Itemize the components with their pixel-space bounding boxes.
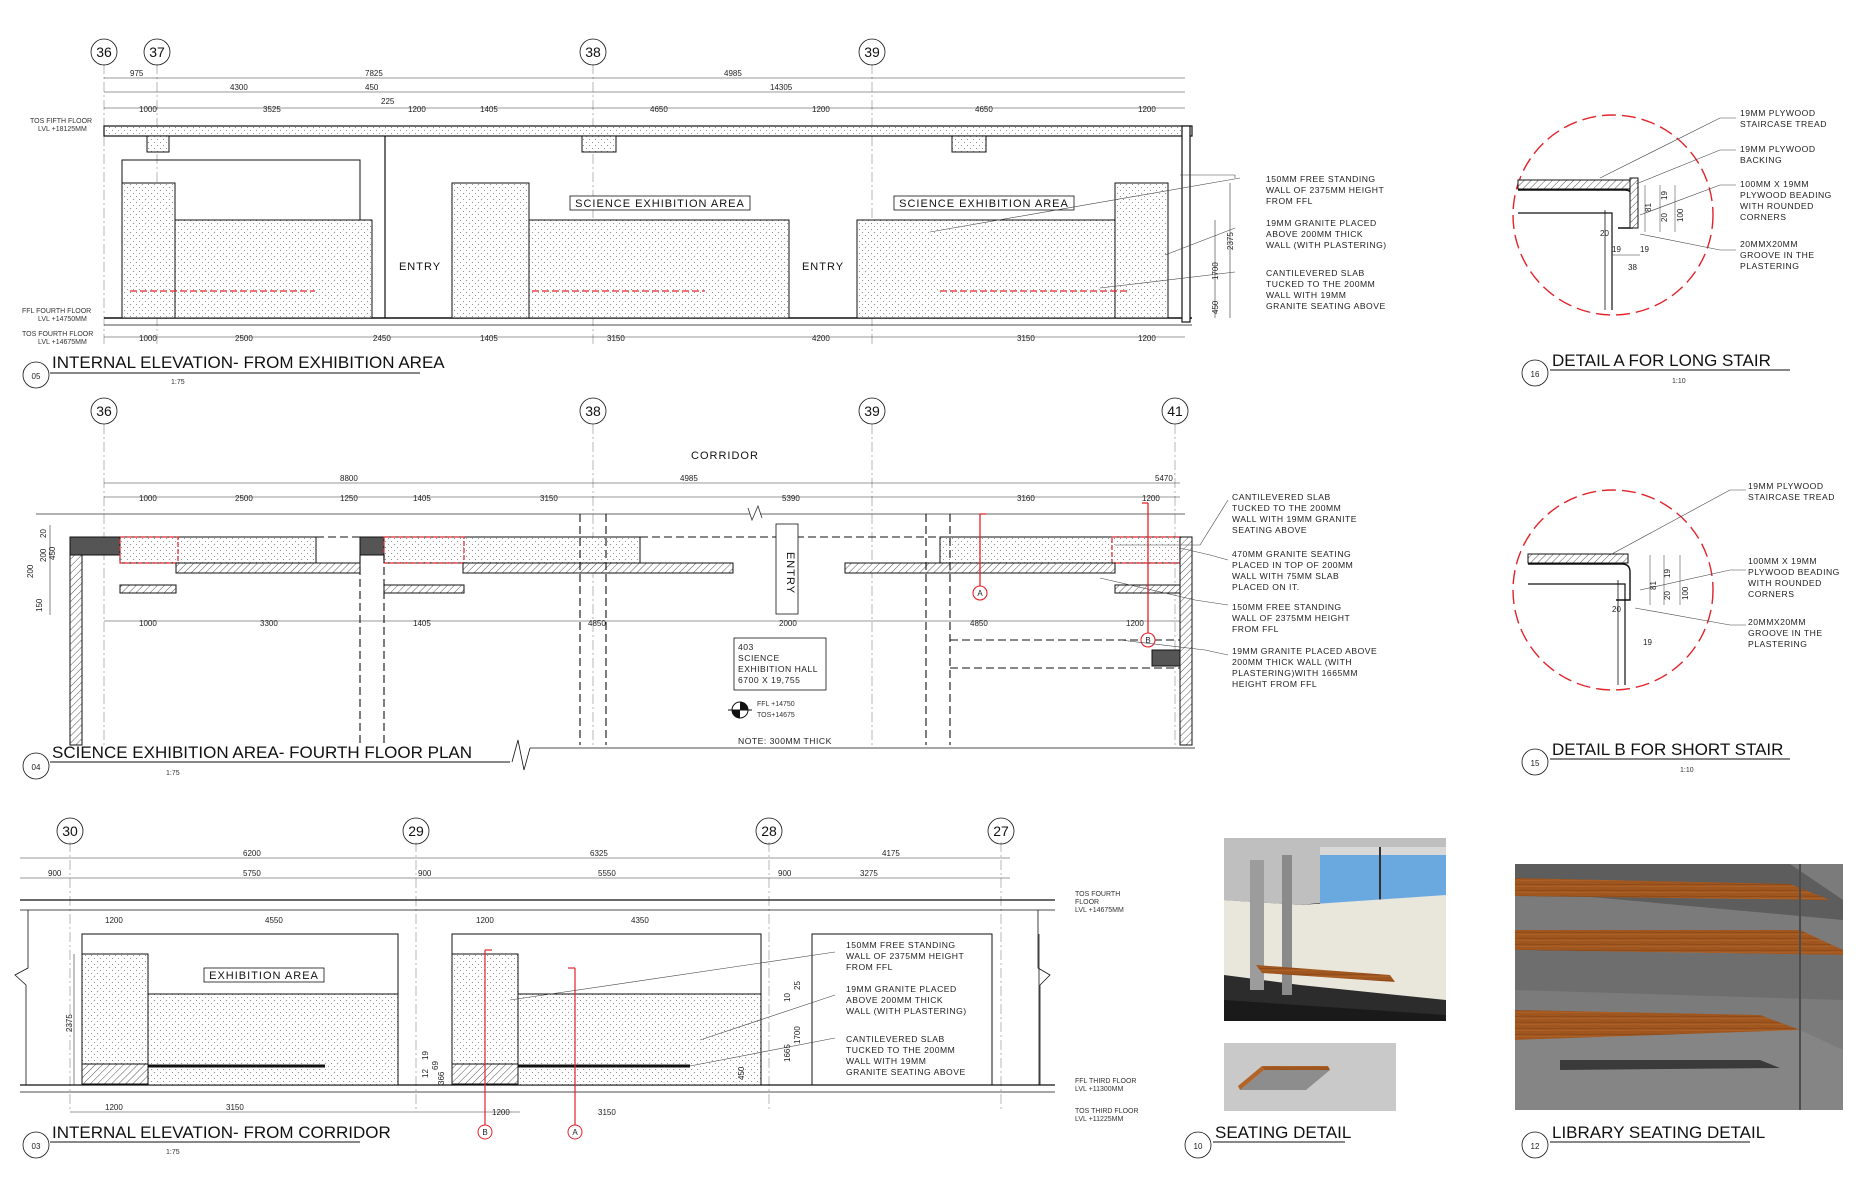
svg-text:81: 81: [1644, 203, 1653, 212]
dim-04-2500: 2500: [235, 494, 253, 503]
title-04: [23, 740, 1195, 779]
grid-bubble-28: [756, 818, 782, 844]
svg-text:DETAIL A FOR LONG STAIR: DETAIL A FOR LONG STAIR: [1552, 351, 1771, 370]
dim-2375: 2375: [1226, 232, 1235, 250]
svg-text:200: 200: [39, 548, 48, 562]
dim-bot-3150: 3150: [607, 334, 625, 343]
dim-04-1250: 1250: [340, 494, 358, 503]
area-label-2: SCIENCE EXHIBITION AREA: [899, 198, 1069, 210]
svg-text:20: 20: [1663, 591, 1672, 600]
svg-text:A: A: [977, 589, 983, 598]
dim-03-1200: 1200: [105, 916, 123, 925]
svg-text:81: 81: [1649, 581, 1658, 590]
svg-text:B: B: [482, 1128, 488, 1137]
svg-text:16: 16: [1530, 370, 1540, 379]
svg-text:37: 37: [149, 44, 165, 60]
svg-text:150MM FREE STANDING: 150MM FREE STANDING: [1266, 174, 1376, 184]
svg-text:LVL +11225MM: LVL +11225MM: [1075, 1116, 1124, 1123]
grid-bubble-04-38: [580, 398, 606, 424]
svg-text:19: 19: [1612, 245, 1621, 254]
dim-bot-3150b: 3150: [1017, 334, 1035, 343]
dim-04-5390: 5390: [782, 494, 800, 503]
dim-mid-4850b: 4850: [970, 619, 988, 628]
svg-text:FFL THIRD FLOOR: FFL THIRD FLOOR: [1075, 1078, 1137, 1085]
svg-text:WALL WITH 19MM: WALL WITH 19MM: [846, 1056, 927, 1066]
svg-text:LVL +14675MM: LVL +14675MM: [1075, 907, 1124, 914]
seating-bench-1: [122, 183, 372, 318]
svg-text:19MM GRANITE PLACED ABOVE: 19MM GRANITE PLACED ABOVE: [1232, 646, 1378, 656]
dim-5750: 5750: [243, 869, 261, 878]
dim-bot-2450: 2450: [373, 334, 391, 343]
dim-975: 975: [130, 69, 144, 78]
svg-text:03: 03: [31, 1142, 41, 1151]
column-37-plan: [360, 537, 384, 555]
svg-text:INTERNAL ELEVATION- FROM EXHIB: INTERNAL ELEVATION- FROM EXHIBITION AREA: [52, 353, 445, 372]
plan-level-ffl: FFL +14750: [757, 701, 795, 708]
svg-text:30: 30: [62, 823, 78, 839]
svg-text:200MM THICK WALL (WITH: 200MM THICK WALL (WITH: [1232, 657, 1353, 667]
svg-text:10: 10: [783, 993, 792, 1002]
svg-text:2375: 2375: [65, 1014, 74, 1032]
dim-04-1200: 1200: [1142, 494, 1160, 503]
grid-bubble-39: [859, 39, 885, 65]
svg-text:1700: 1700: [793, 1026, 802, 1044]
svg-text:PLYWOOD BEADING: PLYWOOD BEADING: [1740, 190, 1832, 200]
dim-900c: 900: [778, 869, 792, 878]
level-markers-05: [22, 118, 93, 346]
svg-text:PLYWOOD BEADING: PLYWOOD BEADING: [1748, 567, 1840, 577]
svg-text:19MM PLYWOOD: 19MM PLYWOOD: [1748, 481, 1824, 491]
svg-text:WITH ROUNDED: WITH ROUNDED: [1748, 578, 1822, 588]
svg-text:WALL WITH 19MM: WALL WITH 19MM: [1266, 290, 1347, 300]
svg-text:INTERNAL ELEVATION- FROM CORRI: INTERNAL ELEVATION- FROM CORRIDOR: [52, 1123, 391, 1142]
left-dims-04: [26, 525, 57, 615]
grid-bubble-04-39: [859, 398, 885, 424]
dim-3525: 3525: [263, 105, 281, 114]
level-datum-symbol: [728, 702, 752, 718]
dim-mid-4850: 4850: [588, 619, 606, 628]
svg-text:366: 366: [437, 1071, 446, 1085]
entry-label-2: ENTRY: [801, 261, 845, 273]
svg-text:A: A: [572, 1128, 578, 1137]
title-05: [23, 353, 445, 388]
svg-text:SCIENCE: SCIENCE: [738, 653, 780, 663]
svg-text:CANTILEVERED SLAB: CANTILEVERED SLAB: [1266, 268, 1365, 278]
svg-text:39: 39: [864, 44, 880, 60]
corridor-label: CORRIDOR: [691, 450, 759, 462]
svg-text:FROM FFL: FROM FFL: [1266, 196, 1313, 206]
plan-slab-2: [463, 563, 733, 573]
detail-15-short-stair: [1513, 481, 1840, 775]
dim-6325: 6325: [590, 849, 608, 858]
svg-text:TUCKED TO THE 200MM: TUCKED TO THE 200MM: [1232, 503, 1342, 513]
dims-15: [1612, 569, 1690, 647]
svg-text:CORNERS: CORNERS: [1748, 589, 1795, 599]
beam-3: [952, 136, 986, 152]
dim-mid-2000: 2000: [779, 619, 797, 628]
svg-text:WALL WITH 19MM GRANITE: WALL WITH 19MM GRANITE: [1232, 514, 1357, 524]
svg-text:100: 100: [1676, 208, 1685, 222]
svg-text:150MM FREE STANDING: 150MM FREE STANDING: [846, 940, 956, 950]
svg-text:15: 15: [1530, 759, 1540, 768]
notes-03: [846, 940, 967, 1077]
svg-text:1:10: 1:10: [1672, 378, 1686, 385]
plan-seat-1: [120, 537, 316, 563]
svg-text:19MM PLYWOOD: 19MM PLYWOOD: [1740, 108, 1816, 118]
svg-text:HEIGHT FROM FFL: HEIGHT FROM FFL: [1232, 679, 1318, 689]
dim-1200c: 1200: [1138, 105, 1156, 114]
beam-1: [147, 136, 169, 152]
notes-04: [1232, 492, 1377, 689]
dim-450-r: 450: [1211, 300, 1220, 314]
dim-4175: 4175: [882, 849, 900, 858]
svg-text:FROM FFL: FROM FFL: [1232, 624, 1279, 634]
dim-4650b: 4650: [975, 105, 993, 114]
svg-text:38: 38: [585, 44, 601, 60]
svg-text:27: 27: [993, 823, 1009, 839]
svg-text:69: 69: [431, 1061, 440, 1070]
entry-label-1: ENTRY: [398, 261, 442, 273]
dim-bot-2500: 2500: [235, 334, 253, 343]
area-label-1: SCIENCE EXHIBITION AREA: [575, 198, 745, 210]
grid-lines-04: [104, 424, 1175, 745]
plan-wall-left: [70, 555, 82, 745]
dim-04-3160: 3160: [1017, 494, 1035, 503]
svg-text:100MM X 19MM: 100MM X 19MM: [1740, 179, 1810, 189]
svg-text:PLASTERING)WITH 1665MM: PLASTERING)WITH 1665MM: [1232, 668, 1359, 678]
svg-text:19: 19: [421, 1051, 430, 1060]
svg-text:LIBRARY SEATING DETAIL: LIBRARY SEATING DETAIL: [1552, 1123, 1766, 1142]
stair-tread-16: [1518, 190, 1632, 228]
plan-level-tos: TOS+14675: [757, 712, 795, 719]
right-wall: [1182, 126, 1190, 322]
svg-text:20: 20: [1600, 229, 1609, 238]
grid-bubble-04-36: [91, 398, 117, 424]
svg-text:19MM PLYWOOD: 19MM PLYWOOD: [1740, 144, 1816, 154]
svg-text:TUCKED TO THE 200MM: TUCKED TO THE 200MM: [1266, 279, 1376, 289]
grid-bubble-30: [57, 818, 83, 844]
svg-text:TUCKED TO THE 200MM: TUCKED TO THE 200MM: [846, 1045, 956, 1055]
svg-text:28: 28: [761, 823, 777, 839]
leaders-15: [1610, 490, 1746, 625]
svg-text:TOS FIFTH FLOOR: TOS FIFTH FLOOR: [30, 118, 93, 125]
drawing-04-plan: [23, 398, 1377, 779]
title-03: [23, 1123, 391, 1158]
dim-1000: 1000: [139, 105, 157, 114]
title-15: [1522, 740, 1790, 775]
dim-4985: 4985: [724, 69, 742, 78]
svg-text:150MM FREE STANDING: 150MM FREE STANDING: [1232, 602, 1342, 612]
stair-tread-15: [1528, 564, 1630, 600]
dim-900b: 900: [418, 869, 432, 878]
svg-text:100MM X 19MM: 100MM X 19MM: [1748, 556, 1818, 566]
svg-text:STAIRCASE TREAD: STAIRCASE TREAD: [1740, 119, 1827, 129]
svg-text:25: 25: [793, 981, 802, 990]
svg-text:403: 403: [738, 642, 754, 652]
svg-text:PLACED ON IT.: PLACED ON IT.: [1232, 582, 1300, 592]
svg-text:20MMX20MM: 20MMX20MM: [1740, 239, 1798, 249]
leaders-04: [1100, 500, 1228, 655]
svg-text:20: 20: [39, 529, 48, 538]
svg-text:STAIRCASE TREAD: STAIRCASE TREAD: [1748, 492, 1835, 502]
svg-text:ABOVE 200MM THICK: ABOVE 200MM THICK: [1266, 229, 1364, 239]
svg-text:41: 41: [1167, 403, 1183, 419]
exhibition-area-label: EXHIBITION AREA: [209, 970, 319, 982]
plan-seat-2: [384, 537, 640, 563]
svg-text:38: 38: [585, 403, 601, 419]
svg-text:1665: 1665: [783, 1044, 792, 1062]
svg-text:WITH ROUNDED: WITH ROUNDED: [1740, 201, 1814, 211]
dim-04-1405: 1405: [413, 494, 431, 503]
svg-text:36: 36: [96, 44, 112, 60]
svg-text:WALL (WITH PLASTERING): WALL (WITH PLASTERING): [1266, 240, 1387, 250]
svg-text:20: 20: [1612, 605, 1621, 614]
plan-note-cut: NOTE: 300MM THICK: [738, 736, 832, 746]
svg-text:19MM GRANITE PLACED: 19MM GRANITE PLACED: [1266, 218, 1377, 228]
svg-text:B: B: [1145, 636, 1151, 645]
dim-7825: 7825: [365, 69, 383, 78]
dim-3275: 3275: [860, 869, 878, 878]
svg-text:36: 36: [96, 403, 112, 419]
svg-text:6700 X 19,755: 6700 X 19,755: [738, 675, 801, 685]
grid-bubble-36: [91, 39, 117, 65]
dim-mid-1200: 1200: [1126, 619, 1144, 628]
dim-mid-3300: 3300: [260, 619, 278, 628]
column-36-plan: [70, 537, 120, 555]
notes-15: [1748, 481, 1840, 649]
svg-text:1:75: 1:75: [166, 770, 180, 777]
dim-bot03-1200b: 1200: [492, 1108, 510, 1117]
svg-text:450: 450: [48, 546, 57, 560]
svg-text:PLASTERING: PLASTERING: [1748, 639, 1808, 649]
svg-text:DETAIL B FOR SHORT STAIR: DETAIL B FOR SHORT STAIR: [1552, 740, 1784, 759]
dim-8800: 8800: [340, 474, 358, 483]
dim-1200: 1200: [408, 105, 426, 114]
svg-text:19: 19: [1660, 191, 1669, 200]
grid-bubble-38: [580, 39, 606, 65]
svg-text:ABOVE 200MM THICK: ABOVE 200MM THICK: [846, 995, 944, 1005]
notes-16: [1740, 108, 1832, 271]
svg-text:19: 19: [1640, 245, 1649, 254]
svg-text:1:10: 1:10: [1680, 767, 1694, 774]
svg-text:GRANITE SEATING ABOVE: GRANITE SEATING ABOVE: [846, 1067, 966, 1077]
svg-text:PLASTERING: PLASTERING: [1740, 261, 1800, 271]
dim-mid-1000: 1000: [139, 619, 157, 628]
svg-text:20: 20: [1660, 213, 1669, 222]
level-markers-03: [1075, 891, 1139, 1123]
svg-text:GROOVE IN THE: GROOVE IN THE: [1748, 628, 1823, 638]
svg-text:PLACED IN TOP OF 200MM: PLACED IN TOP OF 200MM: [1232, 560, 1354, 570]
dim-450: 450: [365, 83, 379, 92]
svg-text:05: 05: [31, 372, 41, 381]
grid-bubble-04-41: [1162, 398, 1188, 424]
svg-text:GROOVE IN THE: GROOVE IN THE: [1740, 250, 1815, 260]
svg-text:TOS FOURTH FLOOR: TOS FOURTH FLOOR: [22, 331, 94, 338]
svg-text:WALL OF 2375MM HEIGHT: WALL OF 2375MM HEIGHT: [1266, 185, 1385, 195]
svg-text:200: 200: [26, 564, 35, 578]
svg-text:LVL +14750MM: LVL +14750MM: [38, 316, 87, 323]
svg-text:04: 04: [31, 763, 41, 772]
dim-4300: 4300: [230, 83, 248, 92]
svg-text:20MMX20MM: 20MMX20MM: [1748, 617, 1806, 627]
dim-bot-1405: 1405: [480, 334, 498, 343]
dim-bot-1000: 1000: [139, 334, 157, 343]
dim-1700: 1700: [1211, 262, 1220, 280]
detail-16-long-stair: [1513, 108, 1832, 386]
plan-slab-1: [176, 563, 360, 573]
dim-bot-1200: 1200: [1138, 334, 1156, 343]
grid-bubble-37: [144, 39, 170, 65]
svg-text:GRANITE SEATING ABOVE: GRANITE SEATING ABOVE: [1266, 301, 1386, 311]
svg-text:19MM GRANITE PLACED: 19MM GRANITE PLACED: [846, 984, 957, 994]
svg-text:SEATING DETAIL: SEATING DETAIL: [1215, 1123, 1352, 1142]
dim-bot03-1200: 1200: [105, 1103, 123, 1112]
svg-text:100: 100: [1681, 586, 1690, 600]
svg-text:1:75: 1:75: [171, 379, 185, 386]
svg-text:LVL +14675MM: LVL +14675MM: [38, 339, 87, 346]
dim-4650: 4650: [650, 105, 668, 114]
svg-text:EXHIBITION HALL: EXHIBITION HALL: [738, 664, 819, 674]
plan-seat-3: [940, 537, 1180, 563]
svg-text:470MM GRANITE SEATING: 470MM GRANITE SEATING: [1232, 549, 1352, 559]
dim-225: 225: [381, 97, 395, 106]
svg-text:1:75: 1:75: [166, 1149, 180, 1156]
svg-text:12: 12: [421, 1069, 430, 1078]
svg-text:19: 19: [1663, 569, 1672, 578]
grid-bubble-29: [403, 818, 429, 844]
svg-text:LVL +18125MM: LVL +18125MM: [38, 126, 87, 133]
svg-text:10: 10: [1193, 1142, 1203, 1151]
grid-bubble-27: [988, 818, 1014, 844]
svg-text:450: 450: [737, 1066, 746, 1080]
dim-5470: 5470: [1155, 474, 1173, 483]
dim-04-3150: 3150: [540, 494, 558, 503]
svg-text:TOS FOURTH: TOS FOURTH: [1075, 891, 1121, 898]
detail-12-library-seating-render: [1515, 864, 1843, 1158]
svg-text:SCIENCE EXHIBITION AREA- FOURT: SCIENCE EXHIBITION AREA- FOURTH FLOOR PLAN: [52, 743, 473, 762]
dim-mid-1405: 1405: [413, 619, 431, 628]
dim-4350: 4350: [631, 916, 649, 925]
svg-text:TOS THIRD FLOOR: TOS THIRD FLOOR: [1075, 1108, 1139, 1115]
title-16: [1522, 351, 1790, 386]
svg-text:BACKING: BACKING: [1740, 155, 1783, 165]
dim-bot03-3150: 3150: [226, 1103, 244, 1112]
dim-4550: 4550: [265, 916, 283, 925]
svg-text:FFL FOURTH FLOOR: FFL FOURTH FLOOR: [22, 308, 92, 315]
svg-text:FLOOR: FLOOR: [1075, 899, 1100, 906]
dim-03-1200b: 1200: [476, 916, 494, 925]
svg-text:CANTILEVERED SLAB: CANTILEVERED SLAB: [846, 1034, 945, 1044]
drawing-05-elevation: [22, 39, 1387, 388]
fifth-floor-slab: [104, 126, 1192, 136]
title-10: [1185, 1123, 1351, 1158]
svg-text:SEATING ABOVE: SEATING ABOVE: [1232, 525, 1308, 535]
plan-wall-right: [1180, 537, 1192, 745]
svg-text:CORNERS: CORNERS: [1740, 212, 1787, 222]
svg-text:WALL OF 2375MM HEIGHT: WALL OF 2375MM HEIGHT: [1232, 613, 1351, 623]
svg-text:FROM FFL: FROM FFL: [846, 962, 893, 972]
detail-10-seating-render: [1185, 838, 1446, 1158]
dim-bot03-3150b: 3150: [598, 1108, 616, 1117]
svg-text:LVL +11300MM: LVL +11300MM: [1075, 1086, 1124, 1093]
svg-text:WALL WITH 75MM SLAB: WALL WITH 75MM SLAB: [1232, 571, 1340, 581]
svg-text:19: 19: [1643, 638, 1652, 647]
dim-4985-04: 4985: [680, 474, 698, 483]
entry-label-plan: ENTRY: [784, 551, 796, 595]
beam-2: [582, 136, 616, 152]
svg-text:CANTILEVERED SLAB: CANTILEVERED SLAB: [1232, 492, 1331, 502]
dim-1200b: 1200: [812, 105, 830, 114]
title-12: [1522, 1123, 1765, 1158]
dim-04-1000: 1000: [139, 494, 157, 503]
dim-1405: 1405: [480, 105, 498, 114]
dim-6200: 6200: [243, 849, 261, 858]
svg-text:WALL (WITH PLASTERING): WALL (WITH PLASTERING): [846, 1006, 967, 1016]
svg-text:150: 150: [35, 598, 44, 612]
svg-text:WALL OF 2375MM HEIGHT: WALL OF 2375MM HEIGHT: [846, 951, 965, 961]
dim-bot-4200: 4200: [812, 334, 830, 343]
dim-900: 900: [48, 869, 62, 878]
dim-14305: 14305: [770, 83, 793, 92]
svg-text:38: 38: [1628, 263, 1637, 272]
drawing-03-elevation: [15, 818, 1139, 1158]
notes-05: [1266, 174, 1387, 311]
svg-text:29: 29: [408, 823, 424, 839]
dim-5550: 5550: [598, 869, 616, 878]
svg-text:39: 39: [864, 403, 880, 419]
svg-text:12: 12: [1530, 1142, 1540, 1151]
